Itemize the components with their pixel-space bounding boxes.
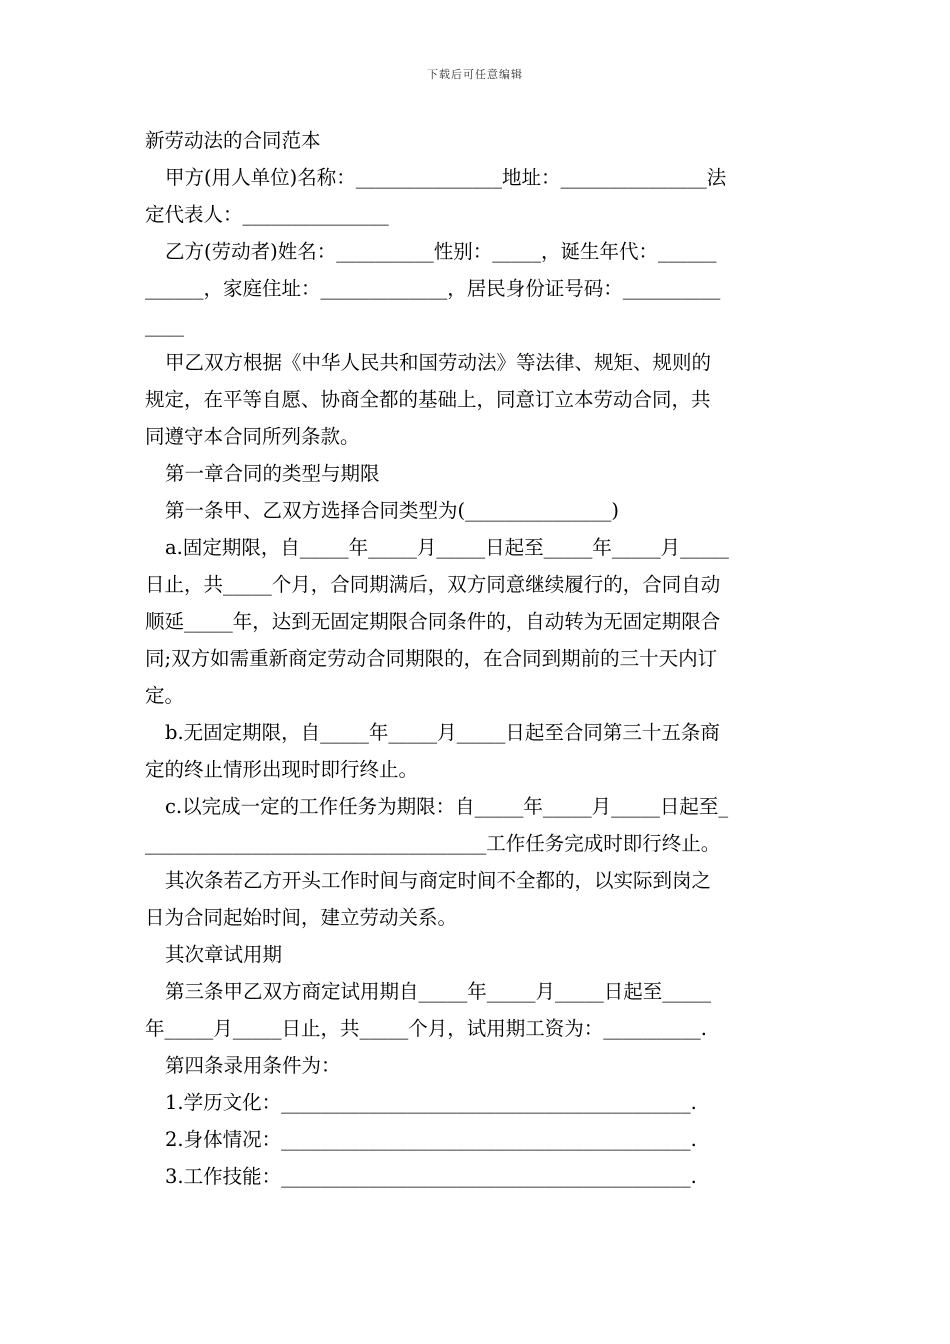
condition-education: 1.学历文化：__________________________________________. (165, 1091, 697, 1114)
condition-health: 2.身体情况：__________________________________________. (165, 1128, 697, 1151)
clause-b-line-2: 定的终止情形出现时即行终止。 (145, 758, 419, 781)
clause-c-line-1: c.以完成一定的工作任务为期限：自_____年_____月_____日起至_ (165, 795, 729, 818)
article-2-line-2: 日为合同起始时间，建立劳动关系。 (145, 906, 458, 929)
article-1: 第一条甲、乙双方选择合同类型为(_______________) (165, 499, 619, 522)
party-a-line-1: 甲方(用人单位)名称：_______________地址：_______________法 (165, 166, 727, 189)
clause-c-line-2: ___________________________________工作任务完成时即行终止。 (145, 832, 721, 855)
preamble-line-1: 甲乙双方根据《中华人民共和国劳动法》等法律、规矩、规则的 (165, 351, 712, 374)
header-note: 下载后可任意编辑 (427, 68, 523, 81)
chapter-1-heading: 第一章合同的类型与期限 (165, 462, 380, 485)
clause-a-line-3: 顺延_____年，达到无固定期限合同条件的，自动转为无固定期限合 (145, 610, 721, 633)
contract-body (145, 122, 807, 1195)
clause-a-line-4: 同;双方如需重新商定劳动合同期限的，在合同到期前的三十天内订 (145, 647, 718, 670)
chapter-2-heading: 其次章试用期 (165, 943, 283, 966)
article-3-line-2: 年_____月_____日止，共_____个月，试用期工资为：__________. (145, 1017, 707, 1040)
document-title: 新劳动法的合同范本 (145, 129, 321, 152)
condition-skills: 3.工作技能：__________________________________________. (165, 1165, 697, 1188)
clause-a-line-2: 日止，共_____个月，合同期满后，双方同意继续履行的，合同自动 (145, 573, 721, 596)
party-a-line-2: 定代表人：_______________ (145, 203, 389, 226)
clause-a-line-1: a.固定期限，自_____年_____月_____日起至_____年_____月_____ (165, 536, 729, 559)
party-b-line-3: ____ (145, 314, 184, 337)
article-2-line-1: 其次条若乙方开头工作时间与商定时间不全都的，以实际到岗之 (165, 869, 712, 892)
article-4-heading: 第四条录用条件为： (165, 1054, 341, 1077)
party-b-line-1: 乙方(劳动者)姓名：__________性别：_____，诞生年代：______ (165, 240, 717, 263)
article-3-line-1: 第三条甲乙双方商定试用期自_____年_____月_____日起至_____ (165, 980, 712, 1003)
clause-b-line-1: b.无固定期限，自_____年_____月_____日起至合同第三十五条商 (165, 721, 720, 744)
clause-a-line-5: 定。 (145, 684, 185, 707)
preamble-line-3: 同遵守本合同所列条款。 (145, 425, 360, 448)
party-b-line-2: ______，家庭住址：_____________，居民身份证号码：__________ (145, 277, 721, 300)
preamble-line-2: 规定，在平等自愿、协商全都的基础上，同意订立本劳动合同，共 (145, 388, 711, 411)
